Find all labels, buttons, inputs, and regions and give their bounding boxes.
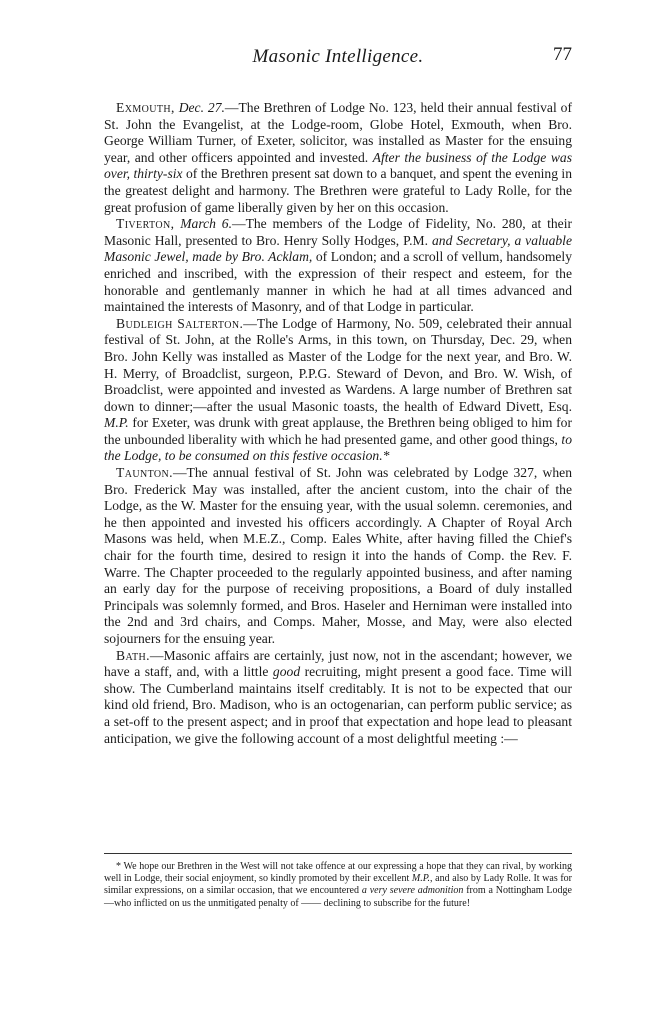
footnote-text: * We hope our Brethren in the West will not take offence at our expressing a hope that they can rival, by working well in Lodge, their social enjoyment, so kindly promoted by their excellent bbox=[104, 861, 572, 885]
place-name: Tiverton, bbox=[116, 216, 175, 232]
paragraph-text-continued: recruiting, might present a good face. Time will show. The Cumberland maintains itself creditably. It is not to be expected that our kind old friend, Bro. Madison, who is an octogenarian, can perform public service; as a set-off to the present aspect; and in proof that expectation and hope lead to pleasant anticipation, we give the following account of a most delightful meeting :— bbox=[104, 664, 572, 746]
italic-text: and Secretary, a valuable Masonic Jewel, made by Bro. Acklam, bbox=[104, 232, 572, 265]
place-name: Taunton. bbox=[116, 465, 173, 481]
paragraph-bath bbox=[104, 648, 572, 748]
place-name: Bath. bbox=[116, 647, 150, 663]
footnote bbox=[104, 861, 572, 910]
paragraph-text: —The members of the Lodge of Fidelity, No. 280, at their Masonic Hall, presented to Bro. Henry Solly Hodges, P.M. bbox=[104, 216, 572, 248]
footnote-italic-admonition: a very severe admonition bbox=[361, 885, 464, 897]
paragraph-text: —The Brethren of Lodge No. 123, held their annual festival of St. John the Evangelist, at the Lodge-room, Globe Hotel, Exmouth, when Bro. George William Turner, of Exeter, solicitor, was installed as Master for the ensuing year, and other officers appointed and invested. bbox=[104, 100, 572, 165]
paragraph-taunton bbox=[104, 465, 572, 648]
paragraph-text: —The annual festival of St. John was celebrated by Lodge 327, when Bro. Frederick May was installed, after the ancient custom, into the chair of the Lodge, as the W. Master for the ensuing year, with the usual solemn. ceremonies, and he then appointed and invested his officers accordingly. A Chapter of Royal Arch Masons was held, when M.E.Z., Comp. Eales White, after having filled the Chief's chair for the fourth time, desired to resign it into the hands of Comp. the Rev. F. Warre. The Chapter proceeded to the regularly appointed business, and after naming an early day for the purpose of receiving propositions, a Board of duly installed Principals was solemnly formed, and Bros. Haseler and Herniman were installed into the 2nd and 3rd chairs, and Comps. Maher, Mosse, and May, were also elected sojourners for the ensuing year. bbox=[104, 465, 572, 646]
italic-text: good bbox=[272, 664, 301, 680]
running-title: Masonic Intelligence. bbox=[252, 46, 424, 67]
place-name: Budleigh Salterton. bbox=[116, 315, 244, 331]
paragraph-text-continued: of the Brethren present sat down to a banquet, and spent the evening in the greatest delight and harmony. The Brethren were grateful to Lady Rolle, for the great profusion of game liberally given by her on this occasion. bbox=[104, 166, 572, 215]
article-body bbox=[104, 100, 572, 747]
paragraph-text-continued: for Exeter, was drunk with great applause, the Brethren being obliged to him for the unbounded liberality with which he had presented game, and other good things, bbox=[104, 415, 572, 447]
page-number: 77 bbox=[553, 44, 572, 65]
italic-text: M.P. bbox=[104, 415, 129, 431]
date: March 6. bbox=[180, 216, 232, 232]
footnote-italic: M.P. bbox=[411, 873, 431, 885]
paragraph-exmouth bbox=[104, 100, 572, 216]
date: Dec. 27. bbox=[178, 100, 225, 115]
footnote-text-middle: , and also by Lady Rolle. It was for similar expressions, on a similar occasion, that we encountered bbox=[104, 873, 572, 897]
paragraph-tiverton bbox=[104, 216, 572, 316]
italic-text-closing: to the Lodge, to be consumed on this festive occasion.* bbox=[104, 431, 572, 464]
paragraph-text: —Masonic affairs are certainly, just now, not in the ascendant; however, we have a staff, and, with a little bbox=[104, 647, 572, 680]
paragraph-text-continued: of London; and a scroll of vellum, handsomely enriched and inscribed, with the expression of their respect and esteem, for the honorable and gentlemanly manner in which he had at all times advanced and maintained the interests of Masonry, and of that Lodge in particular. bbox=[104, 249, 573, 315]
page-header bbox=[104, 44, 572, 74]
paragraph-budleigh-salterton bbox=[104, 316, 572, 465]
footnote-text-end: from a Nottingham Lodge—who inflicted on us the unmitigated penalty of —— declining to subscribe for the future! bbox=[104, 885, 572, 909]
italic-text: After the business of the Lodge was over, thirty-six bbox=[104, 149, 572, 182]
footnote-divider bbox=[104, 853, 572, 854]
paragraph-text: —The Lodge of Harmony, No. 509, celebrated their annual festival of St. John, at the Rolle's Arms, in this town, on Thursday, Dec. 29, when Bro. John Kelly was installed as Master of the Lodge for the next year, and Bro. W. H. Merry, of Broadclist, surgeon, P.P.G. Steward of Devon, and Bro. W. Wish, of Broadclist, were appointed and invested as Wardens. A large number of Brethren sat down to dinner;—after the usual Masonic toasts, the health of Edward Divett, Esq. bbox=[104, 315, 572, 414]
place-name: Exmouth, bbox=[116, 100, 175, 115]
